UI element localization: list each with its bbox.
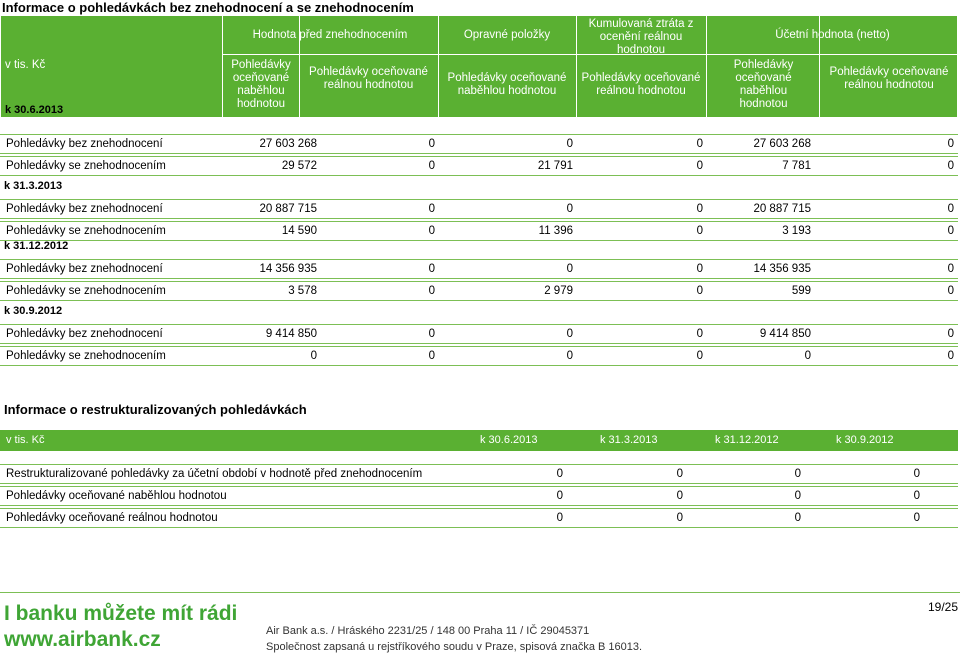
section-date: k 30.9.2012 — [4, 305, 63, 317]
table-row — [0, 199, 958, 219]
cell-value: 0 — [428, 263, 435, 275]
row-label: Pohledávky oceňované reálnou hodnotou — [6, 512, 218, 524]
cell-value: 0 — [566, 350, 573, 362]
cell-value: 29 572 — [281, 160, 317, 172]
cell-value: 0 — [676, 468, 683, 480]
restructured-title: Informace o restrukturalizovaných pohledávkách — [4, 402, 307, 417]
cell-value: 0 — [556, 490, 563, 502]
cell-value: 0 — [696, 160, 703, 172]
restructured-header — [0, 430, 958, 451]
cell-value: 0 — [913, 512, 920, 524]
cell-value: 0 — [947, 263, 954, 275]
cell-value: 0 — [947, 328, 954, 340]
row-label: Restrukturalizované pohledávky za účetní období v hodnotě před znehodnocením — [6, 468, 423, 480]
cell-value: 21 791 — [537, 160, 573, 172]
row-label: Pohledávky se znehodnocením — [6, 285, 166, 297]
footer-registry: Společnost zapsaná u rejstříkového soudu v Praze, spisová značka B 16013. — [266, 641, 643, 653]
page-title: Informace o pohledávkách bez znehodnocení a se znehodnocením — [2, 0, 414, 15]
cell-value: 0 — [947, 350, 954, 362]
cell-value: 0 — [428, 203, 435, 215]
unit-label: v tis. Kč — [6, 434, 45, 446]
row-label: Pohledávky oceňované naběhlou hodnotou — [6, 490, 227, 502]
group-header: Opravné položky — [463, 29, 551, 41]
col-header: k 30.9.2012 — [836, 434, 894, 446]
cell-value: 0 — [428, 285, 435, 297]
sub-header: Pohledávky oceňované reálnou hodnotou — [581, 72, 701, 97]
cell-value: 0 — [566, 328, 573, 340]
row-label: Pohledávky bez znehodnocení — [6, 263, 163, 275]
cell-value: 14 356 935 — [259, 263, 317, 275]
cell-value: 0 — [696, 350, 703, 362]
cell-value: 0 — [794, 490, 801, 502]
cell-value: 14 356 935 — [753, 263, 811, 275]
col-header: k 30.6.2013 — [480, 434, 538, 446]
cell-value: 0 — [428, 225, 435, 237]
cell-value: 9 414 850 — [265, 328, 317, 340]
cell-value: 0 — [676, 512, 683, 524]
footer-slogan: I banku můžete mít rádi — [4, 602, 238, 625]
cell-value: 11 396 — [538, 225, 573, 237]
cell-value: 0 — [676, 490, 683, 502]
cell-value: 3 193 — [782, 225, 811, 237]
cell-value: 0 — [696, 225, 703, 237]
cell-value: 599 — [791, 285, 811, 297]
cell-value: 0 — [794, 468, 801, 480]
cell-value: 0 — [913, 468, 920, 480]
table-row — [0, 281, 958, 301]
row-label: Pohledávky bez znehodnocení — [6, 203, 163, 215]
cell-value: 27 603 268 — [259, 138, 317, 150]
sub-header: Pohledávky oceňované reálnou hodnotou — [309, 66, 428, 91]
row-label: Pohledávky se znehodnocením — [6, 225, 166, 237]
cell-value: 27 603 268 — [753, 138, 811, 150]
sub-header: Pohledávky oceňované reálnou hodnotou — [829, 66, 949, 91]
table-row — [0, 259, 958, 279]
table-row — [0, 346, 958, 366]
row-label: Pohledávky se znehodnocením — [6, 350, 166, 362]
row-label: Pohledávky bez znehodnocení — [6, 138, 163, 150]
table-header — [0, 15, 958, 118]
sub-header: Pohledávky oceňované naběhlou hodnotou — [231, 59, 291, 110]
footer-url[interactable]: www.airbank.cz — [4, 628, 161, 651]
cell-value: 3 578 — [288, 285, 317, 297]
cell-value: 7 781 — [782, 160, 811, 172]
table-row — [0, 324, 958, 344]
group-header: Účetní hodnota (netto) — [775, 29, 890, 41]
cell-value: 9 414 850 — [759, 328, 811, 340]
footer-address: Air Bank a.s. / Hráského 2231/25 / 148 00 Praha 11 / IČ 29045371 — [266, 625, 590, 637]
cell-value: 20 887 715 — [753, 203, 811, 215]
cell-value: 20 887 715 — [259, 203, 317, 215]
cell-value: 0 — [566, 203, 573, 215]
cell-value: 0 — [556, 468, 563, 480]
cell-value: 0 — [696, 203, 703, 215]
cell-value: 0 — [428, 350, 435, 362]
cell-value: 0 — [794, 512, 801, 524]
cell-value: 0 — [696, 138, 703, 150]
cell-value: 0 — [947, 203, 954, 215]
cell-value: 0 — [696, 285, 703, 297]
sub-header: Pohledávky oceňované naběhlou hodnotou — [733, 59, 794, 110]
cell-value: 0 — [566, 138, 573, 150]
row-label: Pohledávky se znehodnocením — [6, 160, 166, 172]
table-row — [0, 221, 958, 241]
cell-value: 0 — [566, 263, 573, 275]
col-header: k 31.12.2012 — [715, 434, 779, 446]
table-row — [0, 508, 958, 528]
cell-value: 0 — [947, 138, 954, 150]
row-label: Pohledávky bez znehodnocení — [6, 328, 163, 340]
table-row — [0, 464, 958, 484]
cell-value: 0 — [947, 285, 954, 297]
cell-value: 0 — [947, 225, 954, 237]
cell-value: 0 — [804, 350, 811, 362]
table-row — [0, 486, 958, 506]
cell-value: 0 — [428, 328, 435, 340]
cell-value: 14 590 — [281, 225, 317, 237]
col-header: k 31.3.2013 — [600, 434, 658, 446]
cell-value: 0 — [310, 350, 317, 362]
table-row — [0, 134, 958, 154]
page-number: 19/25 — [927, 600, 958, 614]
unit-label: v tis. Kč — [5, 59, 46, 71]
section-date: k 31.3.2013 — [4, 180, 63, 192]
cell-value: 0 — [947, 160, 954, 172]
group-header: Kumulovaná ztráta z ocenění reálnou hodnotou — [588, 18, 694, 56]
cell-value: 0 — [428, 138, 435, 150]
sub-header: Pohledávky oceňované naběhlou hodnotou — [447, 72, 567, 97]
section-date: k 31.12.2012 — [4, 240, 69, 252]
table-row — [0, 156, 958, 176]
cell-value: 2 979 — [544, 285, 573, 297]
cell-value: 0 — [556, 512, 563, 524]
cell-value: 0 — [428, 160, 435, 172]
first-date: k 30.6.2013 — [5, 104, 64, 116]
cell-value: 0 — [696, 263, 703, 275]
group-header: Hodnota před znehodnocením — [252, 29, 408, 41]
footer-divider — [0, 592, 960, 593]
cell-value: 0 — [913, 490, 920, 502]
cell-value: 0 — [696, 328, 703, 340]
